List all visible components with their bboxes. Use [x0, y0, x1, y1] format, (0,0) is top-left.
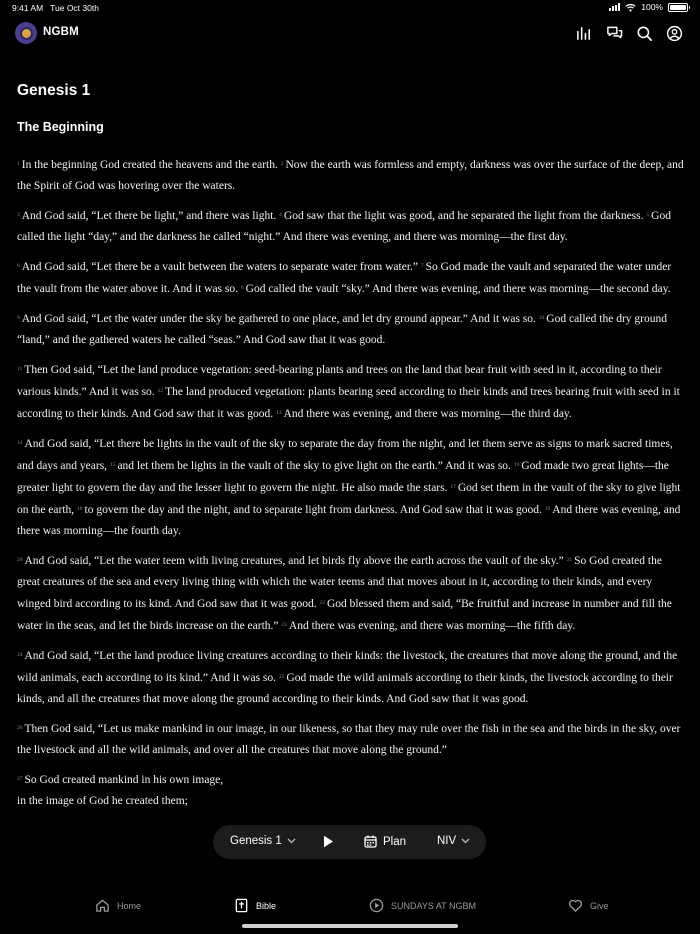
poem-line-text: So God created mankind in his own image,: [24, 774, 224, 786]
section-title: The Beginning: [17, 120, 104, 134]
verse-text: God called the vault “sky.” And there was evening, and there was morning—the second day.: [245, 283, 671, 295]
scripture-paragraph: [17, 433, 687, 542]
verse-number: 18: [77, 506, 83, 512]
plan-label: Plan: [383, 835, 407, 848]
verse-number: 9: [17, 315, 20, 321]
tab-sundays-at-ngbm[interactable]: [369, 898, 476, 913]
poem-line: [17, 769, 687, 791]
ngbm-logo[interactable]: [15, 22, 37, 44]
verse[interactable]: [77, 504, 542, 516]
status-time: [12, 3, 99, 13]
verse-number: 20: [17, 557, 23, 563]
status-indicators: [609, 2, 688, 12]
scripture-paragraphs: [17, 154, 687, 761]
wifi-icon: [625, 3, 636, 12]
verse-text: God saw that the light was good, and he separated the light from the darkness.: [283, 210, 644, 222]
verse[interactable]: [17, 555, 564, 567]
scripture-paragraph: [17, 359, 687, 425]
verse-text: And there was evening, and there was morning—the fourth day.: [17, 504, 681, 537]
verse-number: 2: [280, 161, 284, 167]
verse[interactable]: [281, 620, 575, 632]
verse-number: 11: [17, 366, 23, 372]
verse[interactable]: [17, 313, 536, 325]
verse-number: 13: [276, 410, 282, 416]
verse-number: 19: [544, 506, 551, 512]
poem-line-text: in the image of God he created them;: [17, 795, 188, 807]
chevron-down-icon: [287, 838, 296, 844]
status-bar: [0, 0, 700, 16]
verse[interactable]: [17, 210, 276, 222]
profile-icon[interactable]: [666, 25, 683, 42]
battery-icon: [668, 3, 688, 12]
verse-number: 26: [17, 725, 23, 731]
verse-number: 25: [278, 674, 285, 680]
verse-text: God set them in the vault of the sky to give light on the earth,: [17, 482, 681, 516]
app-header: [0, 20, 700, 48]
verse-text: In the beginning God created the heavens and the earth.: [21, 159, 278, 171]
verse[interactable]: [241, 283, 671, 295]
verse-text: Then God said, “Let the land produce vegetation: seed-bearing plants and trees on the land that bear fruit with seed in it, according to their various kinds.” And it was so.: [17, 364, 662, 398]
verse-number: 3: [17, 212, 20, 218]
verse-text: God called the dry ground “land,” and the gathered waters he called “seas.” And God saw that it was good.: [17, 313, 667, 346]
verse-number: 22: [319, 600, 325, 606]
status-clock: 9:41 AM: [12, 3, 44, 13]
verse-text: Then God said, “Let us make mankind in our image, in our likeness, so that they may rule over the fish in the sea and the birds in the sky, over the livestock and all the wild animals, and over all the creatures that move along the ground.”: [17, 723, 681, 756]
chat-bubbles-icon[interactable]: [606, 25, 623, 42]
verse-number: 15: [109, 462, 116, 468]
verse-number: 5: [646, 212, 650, 218]
tab-bible-label: Bible: [256, 900, 277, 911]
verse-number: 14: [17, 440, 23, 446]
verse-text: The land produced vegetation: plants bearing seed according to their kinds and trees bearing fruit with seed in it according to their kinds. And God saw that it was good.: [17, 386, 680, 420]
tab-give[interactable]: [568, 898, 609, 913]
search-icon[interactable]: [636, 25, 653, 42]
tab-home[interactable]: [95, 898, 141, 913]
verse-number: 27: [17, 776, 23, 782]
tab-home-label: Home: [117, 900, 142, 911]
verse-text: And there was evening, and there was morning—the third day.: [283, 408, 572, 420]
verse[interactable]: [17, 261, 418, 273]
home-indicator[interactable]: [242, 924, 458, 928]
chevron-down-icon: [461, 838, 470, 844]
verse-text: And God said, “Let the land produce living creatures according to their kinds: the livestock, the creatures that move along the ground, and the wild animals, each according to its kind.” And it was so.: [17, 650, 678, 684]
verse-27-block[interactable]: [17, 769, 687, 812]
verse-number: 4: [279, 212, 282, 218]
verse-text: God blessed them and said, “Be fruitful and increase in number and fill the water in the seas, and let the birds increase on the earth.”: [17, 598, 672, 632]
verse-text: And God said, “Let there be light,” and there was light.: [21, 210, 277, 222]
verse-text: And there was evening, and there was morning—the fifth day.: [288, 620, 576, 632]
chapter-selector-button[interactable]: [230, 835, 296, 847]
scripture-paragraph: [17, 205, 687, 248]
verse[interactable]: [276, 408, 572, 420]
version-label: NIV: [437, 835, 457, 847]
scripture-paragraph: [17, 256, 687, 300]
bible-icon: [234, 898, 249, 913]
verse[interactable]: [17, 723, 680, 756]
battery-percent: 100%: [641, 2, 663, 12]
reader-control-bar: [213, 825, 486, 859]
verse-text: and let them be lights in the vault of the sky to give light on the earth.” And it was so.: [117, 460, 511, 472]
verse-number: 1: [17, 161, 20, 167]
verse-number: 17: [450, 484, 456, 490]
verse-number: 24: [17, 652, 23, 658]
play-circle-icon: [369, 898, 384, 913]
verse-number: 12: [157, 388, 164, 394]
verse-text: And God said, “Let there be a vault between the waters to separate water from water.”: [21, 261, 419, 273]
verse-text: And God said, “Let the water teem with living creatures, and let birds fly above the earth across the vault of the sky.”: [24, 555, 564, 567]
verse[interactable]: [17, 159, 278, 171]
verse-number: 8: [240, 285, 244, 291]
verse-text: So God made the vault and separated the water under the vault from the water above it. And it was so.: [17, 261, 672, 295]
scripture-paragraph: [17, 645, 687, 710]
chapter-title: Genesis 1: [17, 82, 91, 99]
verse-number: 7: [420, 263, 424, 269]
version-selector-button[interactable]: [437, 835, 470, 847]
scripture-content: [17, 82, 687, 812]
verse-number: 6: [17, 263, 20, 269]
scripture-paragraph: [17, 718, 687, 761]
tab-bible[interactable]: [234, 898, 276, 913]
tab-give-label: Give: [590, 900, 609, 911]
tab-sundays-label: SUNDAYS AT NGBM: [391, 900, 477, 911]
verse-text: to govern the day and the night, and to separate light from darkness. And God saw that it was good.: [84, 504, 542, 516]
audio-bars-icon[interactable]: [576, 25, 593, 42]
scripture-paragraph: [17, 154, 687, 197]
verse-number: 23: [281, 622, 287, 628]
verse-text: God called the light “day,” and the darkness he called “night.” And there was evening, and there was morning—the first day.: [17, 210, 671, 243]
verse-text: Now the earth was formless and empty, darkness was over the surface of the deep, and the Spirit of God was hovering over the waters.: [17, 159, 684, 192]
verse-text: So God created the great creatures of the sea and every living thing with which the water teems and that moves about in it, according to their kinds, and every winged bird according to its kind. And God saw that it was good.: [17, 555, 662, 610]
verse-number: 16: [513, 462, 520, 468]
verse[interactable]: [110, 460, 511, 472]
verse-text: And God said, “Let there be lights in the vault of the sky to separate the day from the night, and let them serve as signs to mark sacred times, and days and years,: [17, 438, 673, 472]
verse-text: God made the wild animals according to their kinds, the livestock according to their kinds, and all the creatures that move along the ground according to their kinds. And God saw that it was good.: [17, 672, 673, 705]
scripture-paragraph: [17, 550, 687, 637]
heart-icon: [568, 898, 583, 913]
poem-line: [17, 791, 687, 812]
calendar-icon: [364, 835, 377, 848]
play-icon: [323, 835, 334, 848]
app-name: NGBM: [43, 26, 79, 38]
home-icon: [95, 898, 110, 913]
verse-number: 21: [566, 557, 573, 563]
verse[interactable]: [279, 210, 643, 222]
play-audio-button[interactable]: [323, 835, 334, 851]
cellular-signal-icon: [609, 3, 620, 11]
chapter-selector-label: Genesis 1: [230, 835, 282, 847]
verse-text: God made two great lights—the greater light to govern the day and the lesser light to govern the night. He also made the stars.: [17, 460, 669, 494]
header-actions: [576, 25, 683, 42]
scripture-paragraph: [17, 308, 687, 351]
verse-number: 10: [538, 315, 545, 321]
verse-text: And God said, “Let the water under the sky be gathered to one place, and let dry ground appear.” And it was so.: [21, 313, 536, 325]
status-date: Tue Oct 30th: [50, 3, 99, 13]
plan-button[interactable]: [364, 835, 406, 848]
